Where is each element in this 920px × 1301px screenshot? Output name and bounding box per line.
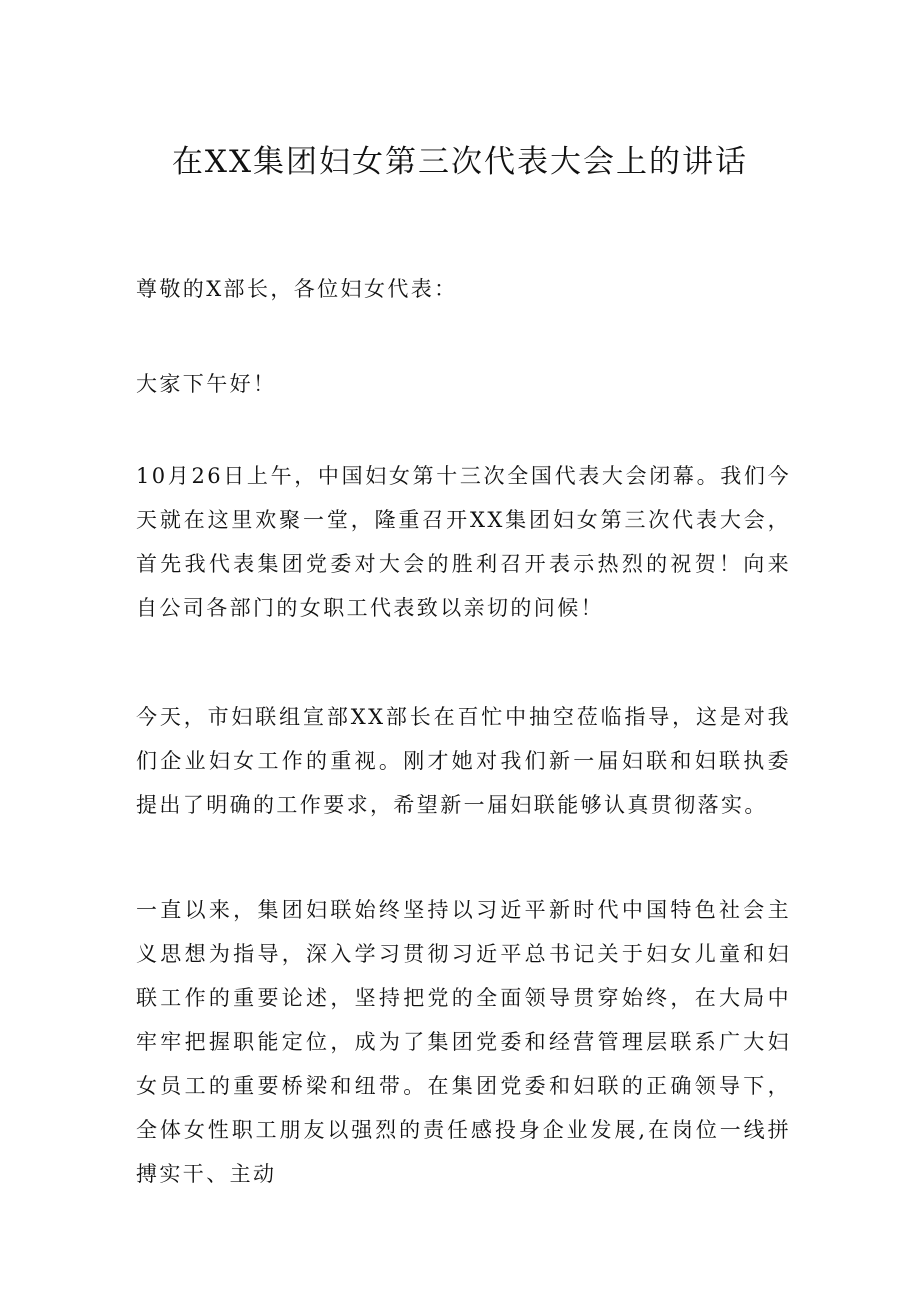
body-paragraph-3: 一直以来，集团妇联始终坚持以习近平新时代中国特色社会主义思想为指导，深入学习贯彻习近平总书记关于妇女儿童和妇联工作的重要论述，坚持把党的全面领导贯穿始终，在大局中牢牢把握职能定位，成为了集团党委和经营管理层联系广大妇女员工的重要桥梁和纽带。在集团党委和妇联的正确领导下，全体女性职工朋友以强烈的责任感投身企业发展,在岗位一线拼搏实干、主动: [136, 898, 791, 1186]
greeting-line: 尊敬的X部长，各位妇女代表：: [136, 277, 458, 301]
body-paragraph-2: 今天，市妇联组宣部XX部长在百忙中抽空莅临指导，这是对我们企业妇女工作的重视。刚才她对我们新一届妇联和妇联执委提出了明确的工作要求，希望新一届妇联能够认真贯彻落实。: [136, 705, 791, 817]
body-paragraph-1: 10月26日上午，中国妇女第十三次全国代表大会闭幕。我们今天就在这里欢聚一堂，隆重召开XX集团妇女第三次代表大会，首先我代表集团党委对大会的胜利召开表示热烈的祝贺！向来自公司各部门的女职工代表致以亲切的问候！: [136, 464, 791, 620]
document-title: 在XX集团妇女第三次代表大会上的讲话: [171, 144, 749, 180]
salutation-line: 大家下午好！: [136, 372, 277, 396]
